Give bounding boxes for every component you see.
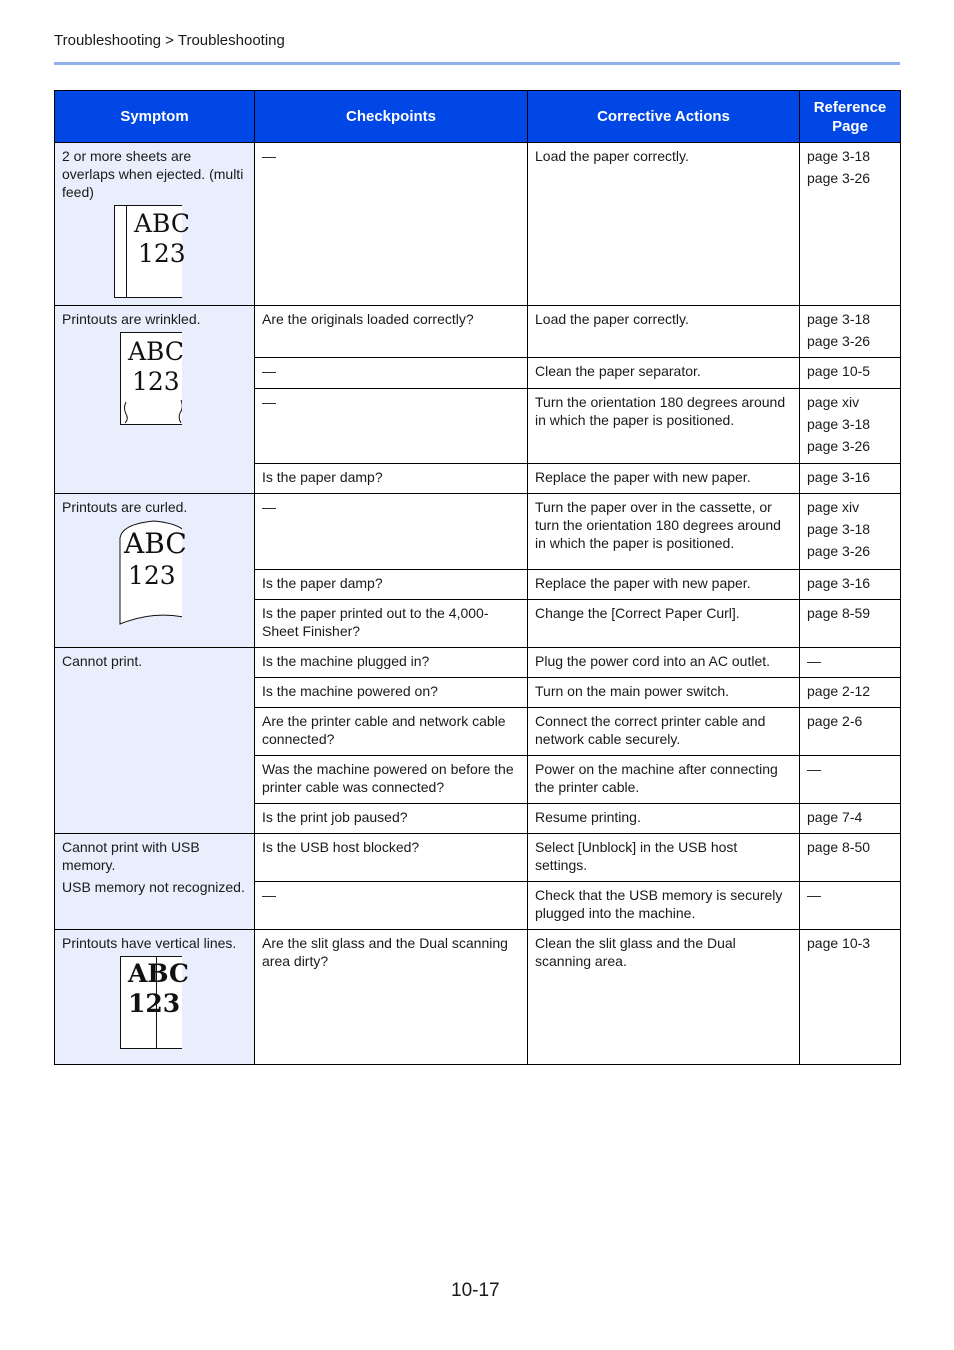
- reference-cell: [800, 570, 901, 600]
- reference-link[interactable]: page 8-50: [807, 839, 871, 855]
- page-number: 10-17: [451, 1280, 500, 1301]
- reference-link[interactable]: page 3-16: [807, 469, 871, 485]
- reference-link: —: [807, 761, 821, 777]
- reference-link[interactable]: page 10-5: [807, 363, 871, 379]
- reference-cell: [800, 464, 901, 494]
- symptom-text: 2 or more sheets are overlaps when ejected. (multi feed): [62, 148, 244, 200]
- checkpoint-cell: —: [255, 494, 528, 570]
- action-cell: Turn the paper over in the cassette, or turn the orientation 180 degrees around in which the paper is positioned.: [528, 494, 800, 570]
- reference-cell: [800, 678, 901, 708]
- reference-link: —: [807, 653, 821, 669]
- checkpoint-cell: Is the USB host blocked?: [255, 834, 528, 882]
- breadcrumb: Troubleshooting > Troubleshooting: [54, 32, 285, 49]
- reference-link[interactable]: page 3-26: [807, 333, 871, 349]
- reference-cell: [800, 648, 901, 678]
- action-cell: Plug the power cord into an AC outlet.: [528, 648, 800, 678]
- action-cell: Clean the paper separator.: [528, 358, 800, 389]
- action-cell: Replace the paper with new paper.: [528, 570, 800, 600]
- reference-cell: [800, 494, 901, 570]
- action-cell: Resume printing.: [528, 804, 800, 834]
- reference-link[interactable]: page 3-26: [807, 543, 871, 559]
- illustration-text-abc: ABC: [134, 209, 191, 238]
- symptom-cell: [55, 834, 255, 930]
- symptom-text: Printouts have vertical lines.: [62, 935, 237, 951]
- reference-link[interactable]: page 3-26: [807, 438, 871, 454]
- checkpoint-cell: Is the paper printed out to the 4,000-Sheet Finisher?: [255, 600, 528, 648]
- action-cell: Power on the machine after connecting the printer cable.: [528, 756, 800, 804]
- illustration-text-123: 123: [132, 367, 180, 396]
- reference-cell: [800, 600, 901, 648]
- table-row: [55, 143, 901, 306]
- action-cell: Turn the orientation 180 degrees around in which the paper is positioned.: [528, 389, 800, 464]
- reference-link: —: [807, 887, 821, 903]
- checkpoint-cell: —: [255, 882, 528, 930]
- column-header-reference-page: Reference Page: [800, 91, 901, 143]
- reference-link[interactable]: page 3-26: [807, 170, 871, 186]
- reference-cell: [800, 358, 901, 389]
- reference-link[interactable]: page 2-12: [807, 683, 871, 699]
- action-cell: Connect the correct printer cable and network cable securely.: [528, 708, 800, 756]
- reference-link[interactable]: page 8-59: [807, 605, 871, 621]
- column-header-symptom: Symptom: [55, 91, 255, 143]
- symptom-cell: [55, 930, 255, 1065]
- reference-link[interactable]: page 2-6: [807, 713, 863, 729]
- action-cell: Check that the USB memory is securely plugged into the machine.: [528, 882, 800, 930]
- reference-cell: [800, 930, 901, 1065]
- checkpoint-cell: Are the printer cable and network cable connected?: [255, 708, 528, 756]
- action-cell: Load the paper correctly.: [528, 306, 800, 358]
- action-cell: Replace the paper with new paper.: [528, 464, 800, 494]
- symptom-cell: [55, 494, 255, 648]
- troubleshooting-table: [54, 90, 901, 1065]
- checkpoint-cell: Are the slit glass and the Dual scanning area dirty?: [255, 930, 528, 1065]
- table-header-row: [55, 91, 901, 143]
- reference-cell: [800, 306, 901, 358]
- checkpoint-cell: Is the paper damp?: [255, 464, 528, 494]
- table-row: [55, 306, 901, 358]
- symptom-text: Printouts are curled.: [62, 499, 188, 515]
- symptom-cell: [55, 648, 255, 834]
- action-cell: Clean the slit glass and the Dual scanning area.: [528, 930, 800, 1065]
- symptom-cell: [55, 143, 255, 306]
- checkpoint-cell: Is the machine plugged in?: [255, 648, 528, 678]
- wrinkled-paper-icon: [62, 332, 185, 426]
- reference-cell: [800, 143, 901, 306]
- symptom-text: Cannot print with USB memory.: [62, 839, 200, 873]
- reference-link[interactable]: page 3-18: [807, 311, 871, 327]
- curled-paper-icon: [62, 520, 187, 626]
- illustration-text-123: 123: [128, 561, 176, 590]
- illustration-text-abc: ABC: [128, 959, 189, 988]
- vertical-lines-paper-icon: [62, 956, 189, 1050]
- column-header-checkpoints: Checkpoints: [255, 91, 528, 143]
- action-cell: Change the [Correct Paper Curl].: [528, 600, 800, 648]
- column-header-corrective-actions: Corrective Actions: [528, 91, 800, 143]
- table-row: [55, 930, 901, 1065]
- multi-feed-paper-icon: [62, 205, 191, 299]
- illustration-text-abc: ABC: [128, 337, 185, 366]
- illustration-text-abc: ABC: [124, 527, 187, 560]
- action-cell: Turn on the main power switch.: [528, 678, 800, 708]
- illustration-text-123: 123: [128, 989, 181, 1018]
- checkpoint-cell: —: [255, 143, 528, 306]
- reference-link[interactable]: page xiv: [807, 394, 860, 410]
- checkpoint-cell: Is the machine powered on?: [255, 678, 528, 708]
- action-cell: Select [Unblock] in the USB host settings.: [528, 834, 800, 882]
- reference-link[interactable]: page 3-16: [807, 575, 871, 591]
- table-row: [55, 494, 901, 570]
- reference-cell: [800, 804, 901, 834]
- reference-link[interactable]: page 3-18: [807, 521, 871, 537]
- reference-cell: [800, 708, 901, 756]
- reference-link[interactable]: page 3-18: [807, 148, 871, 164]
- header-divider: [54, 62, 900, 65]
- table-row: [55, 834, 901, 882]
- reference-link[interactable]: page 10-3: [807, 935, 871, 951]
- symptom-text: Cannot print.: [62, 653, 143, 669]
- checkpoint-cell: Was the machine powered on before the printer cable was connected?: [255, 756, 528, 804]
- symptom-text-secondary: USB memory not recognized.: [62, 879, 245, 895]
- checkpoint-cell: —: [255, 389, 528, 464]
- checkpoint-cell: Are the originals loaded correctly?: [255, 306, 528, 358]
- action-cell: Load the paper correctly.: [528, 143, 800, 306]
- table-row: [55, 648, 901, 678]
- reference-cell: [800, 389, 901, 464]
- reference-cell: [800, 756, 901, 804]
- reference-link[interactable]: page 7-4: [807, 809, 863, 825]
- symptom-cell: [55, 306, 255, 494]
- checkpoint-cell: Is the print job paused?: [255, 804, 528, 834]
- checkpoint-cell: Is the paper damp?: [255, 570, 528, 600]
- reference-link[interactable]: page xiv: [807, 499, 860, 515]
- reference-link[interactable]: page 3-18: [807, 416, 871, 432]
- illustration-text-123: 123: [138, 239, 186, 268]
- symptom-text: Printouts are wrinkled.: [62, 311, 201, 327]
- checkpoint-cell: —: [255, 358, 528, 389]
- reference-cell: [800, 882, 901, 930]
- reference-cell: [800, 834, 901, 882]
